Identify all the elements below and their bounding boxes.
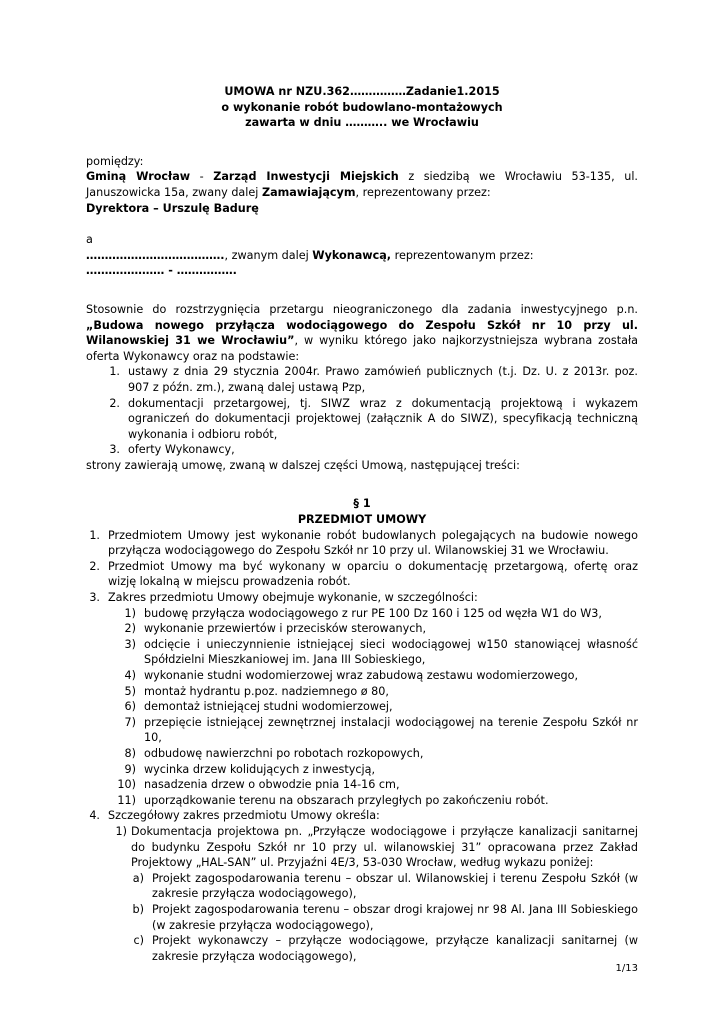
title-line-1: UMOWA nr NZU.362……………Zadanie1.2015 bbox=[224, 85, 500, 98]
project-list bbox=[86, 871, 638, 965]
scope-list-item bbox=[86, 606, 638, 622]
scope-list-item-marker: 9) bbox=[124, 762, 136, 776]
scope-list-item-text: montaż hydrantu p.poz. nadziemnego ø 80, bbox=[144, 684, 389, 698]
intro-block bbox=[86, 302, 638, 474]
intro-list-item-text: dokumentacji przetargowej, tj. SIWZ wraz z dokumentacją projektową i wykazem ograniczeń do dokumentacji projektowej (załącznik A do SIWZ), specyfikacją techniczną wykonania i odbioru robót, bbox=[128, 396, 638, 441]
clause-4: 4. Szczegółowy zakres przedmiotu Umowy określa: bbox=[89, 809, 380, 823]
scope-list-item-marker: 10) bbox=[117, 778, 136, 792]
intro-list-item bbox=[86, 364, 638, 395]
project-list-item-text: Projekt zagospodarowania terenu – obszar ul. Wilanowskiej i terenu Zespołu Szkół (w zakresie przyłącza wodociągowego), bbox=[152, 871, 638, 901]
intro-list-item-marker: 3. bbox=[109, 443, 120, 457]
scope-list-item-text: uporządkowanie terenu na obszarach przyległych po zakończeniu robót. bbox=[144, 793, 549, 807]
section-number: § 1 bbox=[353, 497, 371, 511]
intro-list bbox=[86, 364, 638, 458]
intro-list-item-marker: 1. bbox=[109, 365, 120, 379]
clause-3: 3. Zakres przedmiotu Umowy obejmuje wykonanie, w szczególności: bbox=[89, 591, 478, 605]
title-line-2: o wykonanie robót budowlano-montażowych bbox=[221, 100, 503, 114]
clause-2: 2. Przedmiot Umowy ma być wykonany w oparciu o dokumentację przetargową, ofertę oraz wizję lokalną w miejscu prowadzenia robót. bbox=[89, 559, 638, 589]
intro-paragraph: Stosownie do rozstrzygnięcia przetargu nieograniczonego dla zadania inwestycyjnego p.n. „Budowa nowego przyłącza wodociągowego do Zespołu Szkół nr 10 przy ul. Wilanowskiej 31 we Wrocławiu”, w wyniku którego jako najkorzystniejsza wybrana została oferta Wykonawcy oraz na podstawie: bbox=[86, 302, 639, 363]
clause-1: 1. Przedmiotem Umowy jest wykonanie robót budowlanych polegających na budowie nowego przyłącza wodociągowego do Zespołu Szkół nr 10 przy ul. Wilanowskiej 31 we Wrocławiu. bbox=[89, 528, 638, 558]
scope-list-item bbox=[86, 668, 638, 684]
scope-list-item bbox=[86, 777, 638, 793]
scope-list-item-marker: 1) bbox=[124, 606, 136, 620]
section-title: PRZEDMIOT UMOWY bbox=[297, 513, 427, 527]
party-1: Gminą Wrocław - Zarząd Inwestycji Miejskich z siedzibą we Wrocławiu 53-135, ul. Januszowicka 15a, zwany dalej Zamawiającym, reprezentowany przez: bbox=[86, 170, 638, 199]
scope-list-item-text: wykonanie studni wodomierzowej wraz zabudową zestawu wodomierzowego, bbox=[144, 669, 579, 682]
scope-list-item bbox=[86, 621, 638, 637]
scope-list-item-text: demontaż istniejącej studni wodomierzowej, bbox=[144, 700, 393, 714]
project-list-item-marker: c) bbox=[133, 934, 144, 948]
scope-list-item-text: przepięcie istniejącej zewnętrznej instalacji wodociągowej na terenie Zespołu Szkół nr 10, bbox=[144, 715, 638, 745]
scope-list-item-marker: 2) bbox=[124, 622, 136, 636]
party-2: ………………………………., zwanym dalej Wykonawcą, reprezentowanym przez: bbox=[86, 248, 534, 262]
project-list-item-text: Projekt wykonawczy – przyłącze wodociągowe, przyłącze kanalizacji sanitarnej (w zakresie przyłącza wodociągowego), bbox=[152, 934, 638, 963]
and-label: a bbox=[86, 233, 93, 247]
intro-list-item bbox=[86, 442, 638, 458]
director-line: Dyrektora – Urszulę Badurę bbox=[86, 201, 259, 215]
scope-list-item-text: budowę przyłącza wodociągowego z rur PE 100 Dz 160 i 125 od węzła W1 do W3, bbox=[144, 606, 602, 620]
between-label: pomiędzy: bbox=[86, 154, 144, 168]
scope-list-item bbox=[86, 637, 638, 668]
project-list-item-marker: b) bbox=[132, 902, 144, 916]
documentation-item: 1) Dokumentacja projektowa pn. „Przyłącze wodociągowe i przyłącze kanalizacji sanitarnej do budynku Zespołu Szkół nr 10 przy ul. wilanowskiej 31” opracowana przez Zakład Projektowy „HAL-SAN” ul. Przyjaźni 4E/3, 53-030 Wrocław, według wykazu poniżej: bbox=[115, 824, 638, 870]
contract-title bbox=[86, 84, 638, 131]
scope-list-item bbox=[86, 793, 638, 809]
scope-list-item-marker: 11) bbox=[117, 793, 136, 807]
scope-list-item-marker: 4) bbox=[124, 669, 136, 682]
project-list-item-text: Projekt zagospodarowania terenu – obszar drogi krajowej nr 98 Al. Jana III Sobieskiego (w zakresie przyłącza wodociągowego), bbox=[152, 902, 638, 932]
scope-list-item bbox=[86, 684, 638, 700]
section-1 bbox=[86, 496, 638, 964]
scope-list-item-text: odbudowę nawierzchni po robotach rozkopowych, bbox=[144, 746, 424, 760]
intro-list-item-text: ustawy z dnia 29 stycznia 2004r. Prawo zamówień publicznych (t.j. Dz. U. z 2013r. poz. 907 z późn. zm.), zwaną dalej ustawą Pzp, bbox=[128, 365, 638, 394]
contractor-representative: ………………… - ……………. bbox=[86, 264, 237, 278]
intro-list-item-text: oferty Wykonawcy, bbox=[128, 443, 235, 457]
scope-list bbox=[86, 606, 638, 809]
document-page bbox=[86, 84, 638, 964]
scope-list-item bbox=[86, 746, 638, 762]
page-number: 1/13 bbox=[615, 963, 638, 974]
intro-list-item bbox=[86, 396, 638, 443]
scope-list-item bbox=[86, 699, 638, 715]
intro-list-item-marker: 2. bbox=[109, 396, 120, 410]
parties-block bbox=[86, 154, 638, 279]
project-list-item-marker: a) bbox=[132, 871, 144, 885]
scope-list-item-text: wykonanie przewiertów i przecisków sterowanych, bbox=[144, 622, 427, 636]
scope-list-item-marker: 5) bbox=[124, 684, 136, 698]
scope-list-item bbox=[86, 715, 638, 746]
title-line-3: zawarta w dniu ……….. we Wrocławiu bbox=[245, 116, 479, 130]
scope-list-item-marker: 6) bbox=[124, 700, 136, 714]
project-list-item bbox=[86, 871, 638, 902]
scope-list-item-marker: 3) bbox=[124, 637, 136, 651]
intro-closing: strony zawierają umowę, zwaną w dalszej części Umową, następującej treści: bbox=[86, 458, 520, 472]
scope-list-item-marker: 8) bbox=[124, 746, 136, 760]
project-list-item bbox=[86, 902, 638, 933]
scope-list-item bbox=[86, 762, 638, 778]
project-list-item bbox=[86, 933, 638, 964]
scope-list-item-text: wycinka drzew kolidujących z inwestycją, bbox=[144, 762, 376, 776]
scope-list-item-text: odcięcie i unieczynnienie istniejącej sieci wodociągowej w150 stanowiącej własność Spółdzielni Mieszkaniowej im. Jana III Sobieskiego, bbox=[144, 637, 638, 667]
scope-list-item-text: nasadzenia drzew o obwodzie pnia 14-16 cm, bbox=[144, 778, 400, 792]
scope-list-item-marker: 7) bbox=[124, 715, 136, 729]
